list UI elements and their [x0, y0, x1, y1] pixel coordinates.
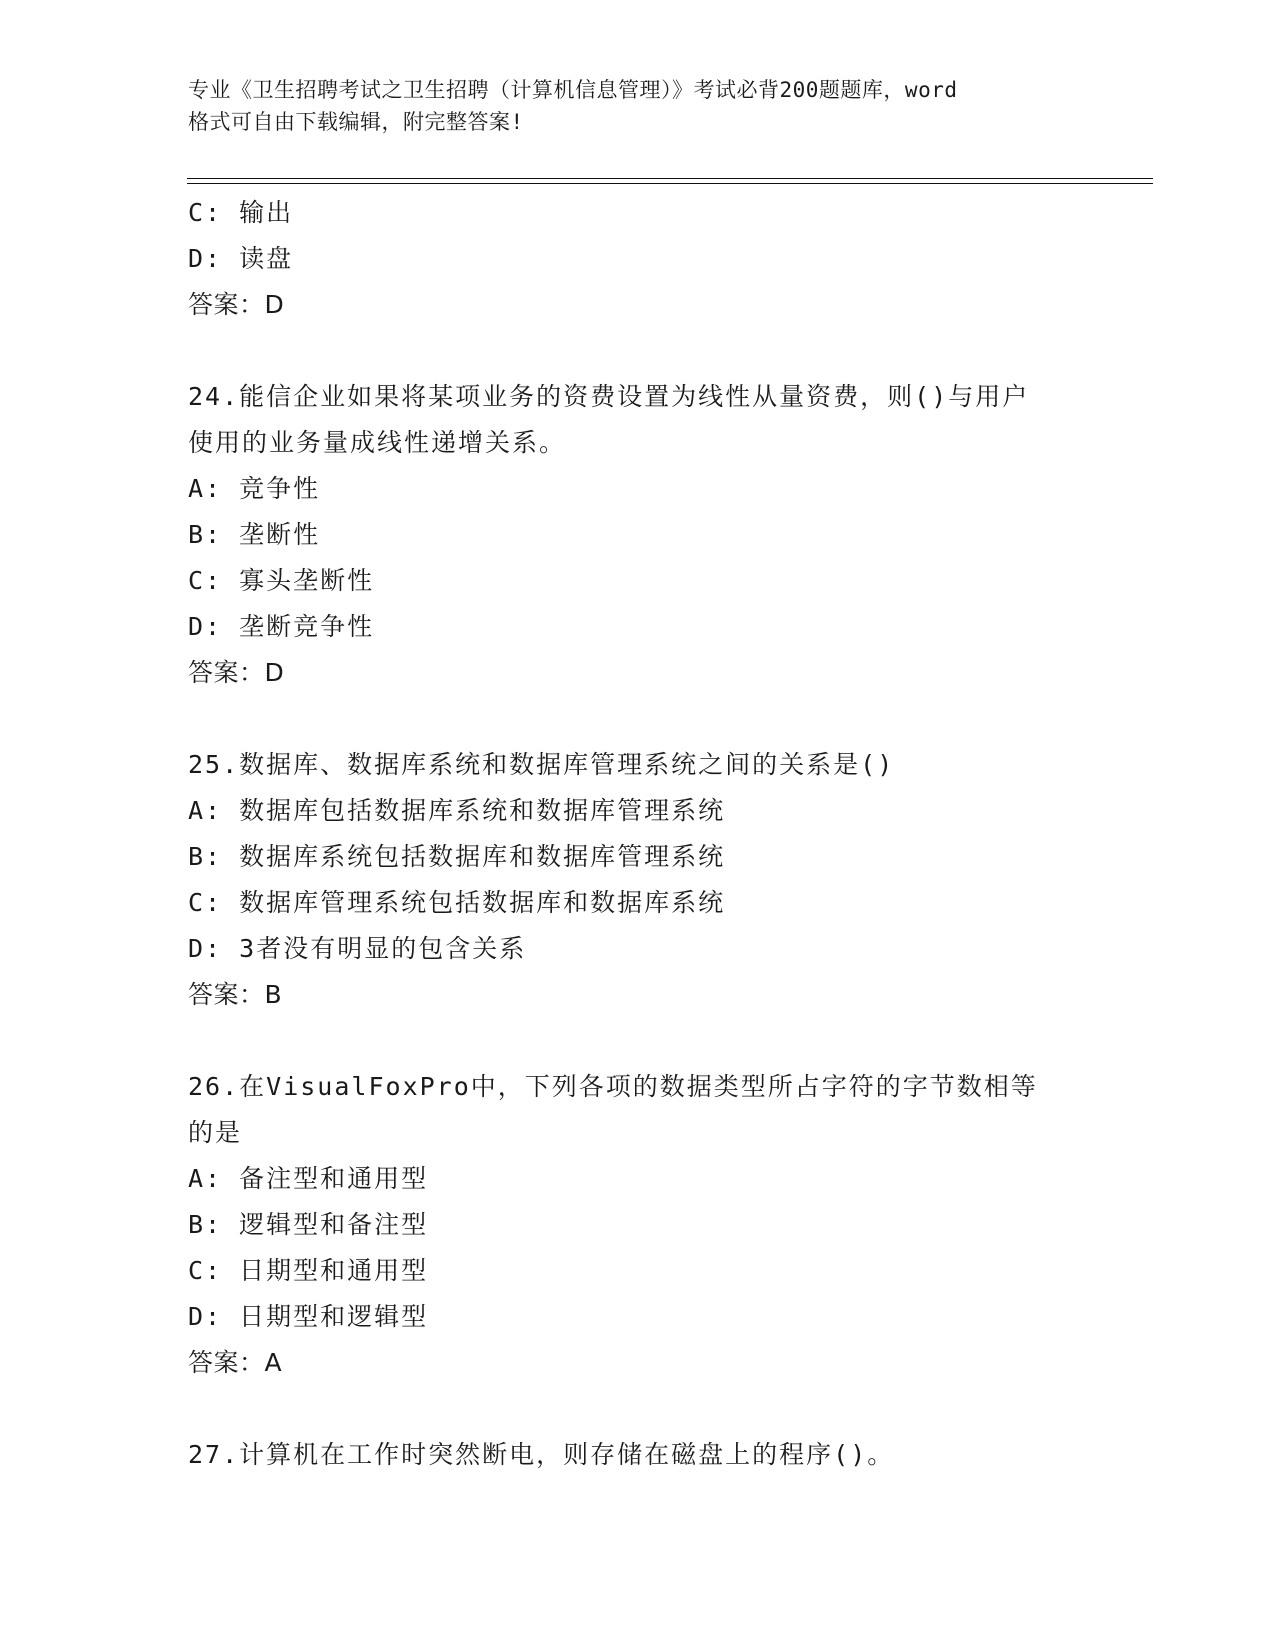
option-c: C: 寡头垄断性 [188, 566, 375, 595]
answer: 答案：B [188, 980, 283, 1009]
question-25 [188, 742, 1108, 1018]
option-c: C: 输出 [188, 198, 294, 227]
option-b: B: 数据库系统包括数据库和数据库管理系统 [188, 842, 726, 871]
question-stem: 27.计算机在工作时突然断电，则存储在磁盘上的程序()。 [188, 1440, 895, 1469]
question-27 [188, 1432, 1108, 1478]
question-stem: 使用的业务量成线性递增关系。 [188, 428, 567, 457]
question-stem: 26.在VisualFoxPro中，下列各项的数据类型所占字符的字节数相等 [188, 1072, 1038, 1101]
option-a: A: 数据库包括数据库系统和数据库管理系统 [188, 796, 726, 825]
option-c: C: 数据库管理系统包括数据库和数据库系统 [188, 888, 726, 917]
option-a: A: 竞争性 [188, 474, 321, 503]
option-d: D: 垄断竞争性 [188, 612, 375, 641]
document-header [188, 74, 1088, 138]
question-stem: 的是 [188, 1118, 243, 1147]
option-d: D: 日期型和逻辑型 [188, 1302, 429, 1331]
spacer [188, 328, 1108, 374]
option-c: C: 日期型和通用型 [188, 1256, 429, 1285]
header-rule-top [187, 178, 1153, 179]
header-line-1: 专业《卫生招聘考试之卫生招聘（计算机信息管理）》考试必背200题题库，word [188, 78, 958, 102]
answer: 答案：A [188, 1348, 283, 1377]
answer: 答案：D [188, 658, 285, 687]
spacer [188, 696, 1108, 742]
answer: 答案：D [188, 290, 285, 319]
option-d: D: 3者没有明显的包含关系 [188, 934, 527, 963]
document-body [188, 190, 1108, 1478]
option-b: B: 逻辑型和备注型 [188, 1210, 429, 1239]
question-24 [188, 374, 1108, 696]
header-rule-bottom [187, 183, 1153, 184]
option-b: B: 垄断性 [188, 520, 321, 549]
question-stem: 25.数据库、数据库系统和数据库管理系统之间的关系是() [188, 750, 895, 779]
header-line-2: 格式可自由下载编辑，附完整答案! [188, 110, 524, 134]
question-26 [188, 1064, 1108, 1386]
question-23-continuation [188, 190, 1108, 328]
spacer [188, 1386, 1108, 1432]
spacer [188, 1018, 1108, 1064]
option-d: D: 读盘 [188, 244, 294, 273]
option-a: A: 备注型和通用型 [188, 1164, 429, 1193]
question-stem: 24.能信企业如果将某项业务的资费设置为线性从量资费，则()与用户 [188, 382, 1030, 411]
